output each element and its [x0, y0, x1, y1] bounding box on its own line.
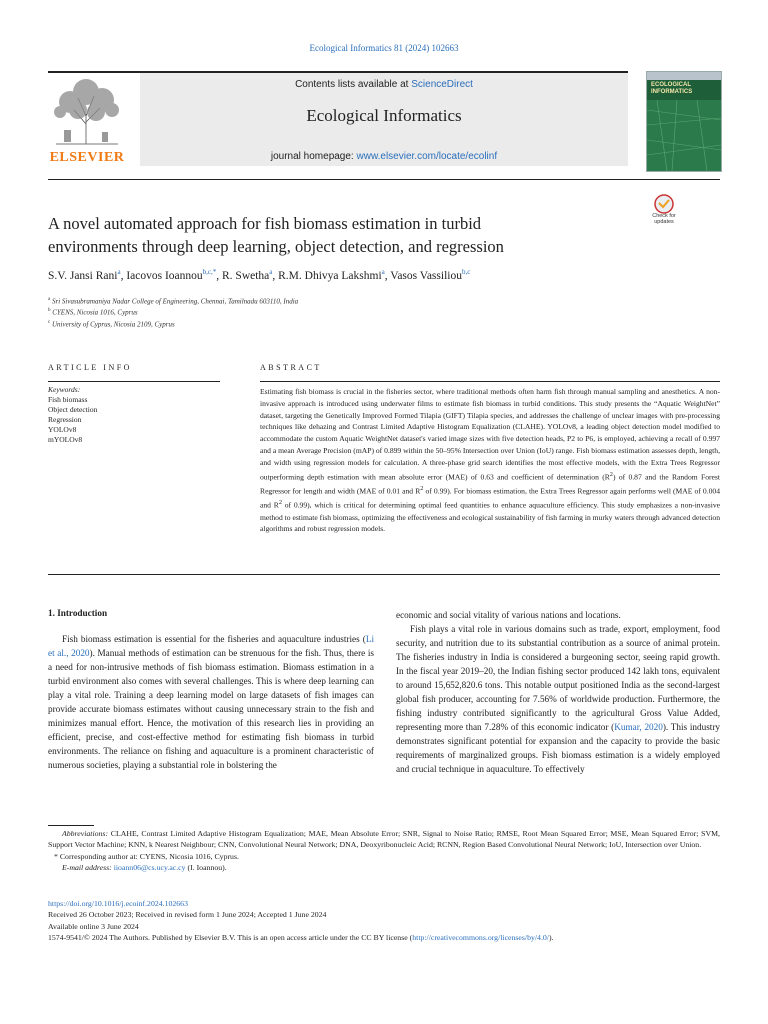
- keyword-item: YOLOv8: [48, 425, 77, 434]
- author-name: R.M. Dhivya Lakshmi: [278, 269, 382, 282]
- author-separator: ,: [384, 269, 391, 282]
- email-link[interactable]: iioann06@cs.ucy.ac.cy: [113, 863, 186, 873]
- license-line: 1574-9541/© 2024 The Authors. Published by Elsevier B.V. This is an open access article under the CC BY license (http://creativecommons.org/licenses/by/4.0/).: [48, 933, 554, 943]
- author-separator: ,: [216, 269, 222, 282]
- affiliation-mark: a: [48, 297, 51, 302]
- affiliation-text: Sri Sivasubramaniya Nadar College of Engineering, Chennai, Tamilnadu 603110, India: [51, 297, 299, 306]
- footnote-rule: [48, 825, 94, 826]
- author-affiliation-mark[interactable]: a: [381, 268, 385, 276]
- cover-artwork: [647, 100, 721, 171]
- header-bottom-rule: [48, 179, 720, 180]
- affiliation-text: University of Cyprus, Nicosia 2109, Cyprus: [51, 319, 175, 328]
- doi-link[interactable]: https://doi.org/10.1016/j.ecoinf.2024.102663: [48, 899, 188, 908]
- available-online: Available online 3 June 2024: [48, 921, 139, 931]
- author-name: Vasos Vassiliou: [390, 269, 462, 282]
- sciencedirect-link[interactable]: ScienceDirect: [411, 79, 473, 90]
- article-title-line-2: environments through deep learning, object detection, and regression: [48, 237, 504, 256]
- abstract-heading: ABSTRACT: [260, 363, 322, 372]
- article-info-heading: ARTICLE INFO: [48, 363, 132, 372]
- author-affiliation-mark[interactable]: b,c: [461, 268, 471, 276]
- keyword-item: Object detection: [48, 405, 98, 414]
- affiliation-text: CYENS, Nicosia 1016, Cyprus: [52, 308, 138, 317]
- abbreviations-footnote: Abbreviations: CLAHE, Contrast Limited Adaptive Histogram Equalization; MAE, Mean Absolute Error; SNR, Signal to Noise Ratio; RMSE, Root Mean Squared Error; MSE, Mean Squared Error; SVM, Support Vector Machine; KNN, k Nearest Neighbour; CNN, Convolutional Neural Network; DNA, Deoxyribonucleic Acid; RCNN, Region Based Convolutional Neural Network; IoU, Intersection over Union.: [48, 829, 720, 850]
- affiliation-item: [48, 295, 648, 306]
- author-affiliation-mark[interactable]: a: [117, 268, 121, 276]
- corresponding-author-footnote: * Corresponding author at: CYENS, Nicosia 1016, Cyprus.: [54, 851, 239, 861]
- keyword-item: Regression: [48, 415, 82, 424]
- footnotes: [48, 828, 720, 874]
- affiliation-item: [48, 306, 648, 317]
- author-separator: ,: [120, 269, 127, 282]
- keyword-item: mYOLOv8: [48, 435, 83, 444]
- body-column-left: [48, 632, 374, 772]
- cover-title: ECOLOGICAL INFORMATICS: [651, 82, 693, 95]
- author-name: R. Swetha: [222, 269, 270, 282]
- author-affiliation-mark[interactable]: a: [269, 268, 273, 276]
- article-info-rule: [48, 381, 220, 382]
- keyword-item: Fish biomass: [48, 395, 88, 404]
- license-link[interactable]: http://creativecommons.org/licenses/by/4.0/: [412, 933, 549, 943]
- intro-paragraph-1: Fish biomass estimation is essential for the fisheries and aquaculture industries (Li et al., 2020). Manual methods of estimation can be strenuous for the fish. Thus, there is a need for non-intrusive methods of fish biomass estimation. Biomass estimation in a turbid environment also comes with several challenges. This is where deep learning can play a vital role. Training a deep learning model on large datasets of fish images can provide accurate biomass estimates without causing unnecessary strain to the fish and minimizes manual effort. Hence, the motivation of this research lies in providing an efficient, precise, and cost-effective method for estimating fish biomass in turbid environments. The reliance on fishing and aquaculture is a prominent characteristic of numerous societies, playing a substantial role in bolstering the: [48, 634, 374, 770]
- body-column-right: [396, 608, 720, 776]
- article-title: [48, 212, 638, 258]
- journal-homepage-line: journal homepage: www.elsevier.com/locate/ecolinf: [270, 151, 498, 162]
- journal-homepage-link[interactable]: www.elsevier.com/locate/ecolinf: [356, 151, 498, 162]
- abstract-rule: [260, 381, 720, 382]
- citation-link[interactable]: Li et al., 2020: [48, 634, 374, 658]
- publication-info: [48, 898, 728, 944]
- author-name: Iacovos Ioannou: [126, 269, 203, 282]
- keywords-label: Keywords:: [48, 385, 81, 394]
- article-title-line-1: A novel automated approach for fish biomass estimation in turbid: [48, 214, 482, 233]
- affiliation-mark: b: [48, 308, 51, 314]
- abstract-bottom-rule: [48, 574, 720, 575]
- abstract-text: Estimating fish biomass is crucial in the fisheries sector, where traditional methods often harm fish through manual sampling and anesthetics. A non-invasive approach is introduced using underwater films to estimate fish biomass in turbid conditions. This study presents the “Aquatic WeightNet” dataset, targeting the Genetically Improved Formed Tilapia (GIFT) Tilapia species, and addresses the challenge of unclear images with pre-processing techniques like dehazing and Contrast Limited Adaptive Histogram Equalization (CLAHE). YOLOv8, a leading object detection model modified to accommodate the custom Aquatic WeightNet dataset's varied image sizes with five detection heads, P2 to P6, is employed, achieving a recall of 0.997 and a mean Average Precision (mAP) of 0.899 within the 50–95% Intersection over Union (IoU) range. Fish biomass estimation assesses depth, length, and width using regression models for calculation. A three-phase grid search identifies the most effective models, with the Extra Trees Regressor outperforming depth estimation with mean absolute error (MAE) of 0.63 and coefficient of determination $(R^2)$ of 0.87 and the Random Forest Regressor for length and width (MAE of 0.01 and $R^2$ of 0.99). For biomass estimation, the Extra Trees Regressor again performs well (MAE of 0.004 and $R^2$ of 0.99), which is critical for determining optimal feed quantities to enhance aquaculture efficiency. This study emphasizes a non-invasive method to estimate fish biomass, optimizing the effectiveness and ecological sustainability of fish farming in murky waters through advanced detection algorithms and robust regression models.: [260, 387, 721, 534]
- contents-line: Contents lists available at ScienceDirect: [295, 79, 473, 90]
- journal-reference-link[interactable]: Ecological Informatics 81 (2024) 102663: [309, 43, 459, 53]
- email-footnote: E-mail address: iioann06@cs.ucy.ac.cy (I. Ioannou).: [62, 863, 227, 873]
- journal-title: Ecological Informatics: [306, 106, 462, 125]
- author-affiliation-mark[interactable]: b,c,*: [202, 268, 217, 276]
- intro-paragraph-2: Fish plays a vital role in various domains such as trade, export, employment, food security, and nutrition due to its substantial contribution as a source of animal protein. The fisheries industry in India is considered a burgeoning sector, seeing rapid growth. In the fiscal year 2019–20, the Indian fishing sector produced 142 lakh tons, equivalent to around 15,652,820.6 tons. This notable output positioned India as the second-largest global fish producer, accounting for 7.56% of worldwide production. Furthermore, the fishing industry contributed significantly to the agricultural Gross Value Added, representing more than 7.28% of this economic indicator (Kumar, 2020). This industry demonstrates significant potential for expansion and the capacity to provide the basic requirements of marginalized groups. Fish biomass estimation is a widely employed and crucial technique in aquaculture. To effectively: [396, 624, 720, 774]
- citation-link[interactable]: Kumar, 2020: [614, 722, 663, 732]
- check-for-updates-label[interactable]: Check for updates: [652, 213, 676, 225]
- affiliation-mark: c: [48, 319, 51, 325]
- journal-cover-image[interactable]: [646, 71, 722, 172]
- introduction-heading: 1. Introduction: [48, 608, 108, 618]
- keywords-block: [48, 385, 220, 445]
- author-separator: ,: [272, 269, 279, 282]
- affiliation-item: [48, 318, 648, 329]
- received-dates: Received 26 October 2023; Received in revised form 1 June 2024; Accepted 1 June 2024: [48, 910, 327, 920]
- cover-top-band: [647, 72, 721, 80]
- author-name: S.V. Jansi Rani: [48, 269, 118, 282]
- affiliations: [48, 295, 648, 329]
- intro-paragraph-continued: economic and social vitality of various nations and locations.: [396, 610, 621, 620]
- author-list: [48, 268, 728, 282]
- elsevier-wordmark: ELSEVIER: [49, 150, 125, 165]
